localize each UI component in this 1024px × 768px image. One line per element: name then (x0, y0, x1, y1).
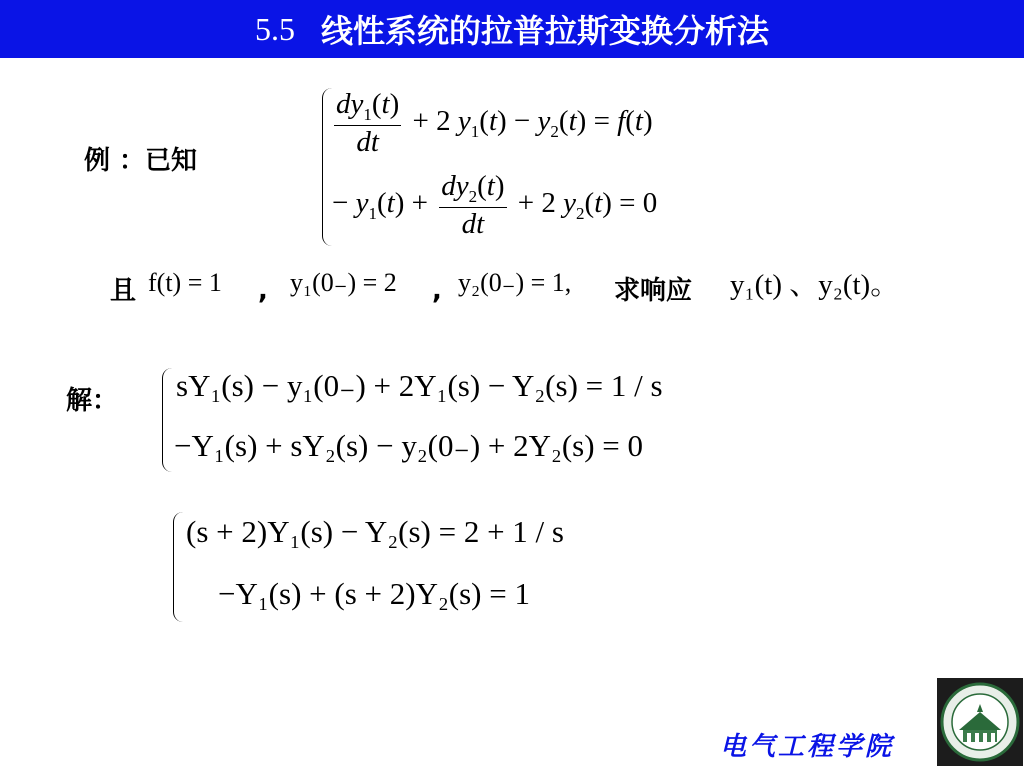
slide-title: 线性系统的拉普拉斯变换分析法 (320, 12, 769, 50)
and-label: 且 (110, 276, 137, 306)
comma-2: , (432, 276, 442, 306)
solution-brace-2 (173, 512, 186, 622)
college-name: 电气工程学院 (720, 732, 895, 762)
university-logo (937, 678, 1023, 766)
title-bar (0, 0, 1024, 58)
example-equation-1: $\frac{dy_1(t)}{dt}$ + 2 $y_1(t) - y_2(t) = f(t)$ (336, 88, 653, 158)
eq1-equals: = (593, 105, 610, 138)
fraction-dy2-dt: $\frac{dy_2(t)}{dt}$ (441, 170, 505, 240)
eq2-plus: + (411, 187, 428, 220)
f-condition: f(t) = 1 (148, 268, 222, 297)
find-response-label: 求响应 (614, 276, 693, 306)
solution-line-2: −Y₁(s) + sY₂(s) − y₂(0₋) + 2Y₂(s) = 0 (174, 428, 644, 463)
fraction-dy1-dt: $\frac{dy_1(t)}{dt}$ (336, 88, 400, 158)
eq2-minus: − (332, 187, 349, 220)
y1-initial-condition: y₁(0₋) = 2 (290, 268, 397, 297)
solution-line-4: −Y₁(s) + (s + 2)Y₂(s) = 1 (218, 576, 530, 611)
response-targets: y₁(t) 、y₂(t)。 (730, 269, 900, 301)
example-equation-2: − $y_1(t)$ + $\frac{dy_2(t)}{dt}$ + 2 $y_2(t) = 0$ (332, 170, 658, 240)
eq2-plus-two: + 2 (517, 187, 556, 220)
eq1-minus: − (513, 105, 531, 138)
example-label: 例 ：已知 (84, 146, 198, 176)
eq1-plus-two: + 2 (412, 105, 451, 138)
solution-line-3: (s + 2)Y₁(s) − Y₂(s) = 2 + 1 / s (186, 514, 564, 549)
eq2-rhs: = 0 (619, 187, 658, 220)
solution-label: 解： (66, 386, 119, 416)
comma-1: , (258, 276, 268, 306)
y2-initial-condition: y₂(0₋) = 1, (458, 268, 572, 297)
solution-line-1: sY₁(s) − y₁(0₋) + 2Y₁(s) − Y₂(s) = 1 / s (176, 368, 663, 403)
section-number: 5.5 (254, 10, 295, 47)
university-seal-icon (937, 678, 1023, 766)
